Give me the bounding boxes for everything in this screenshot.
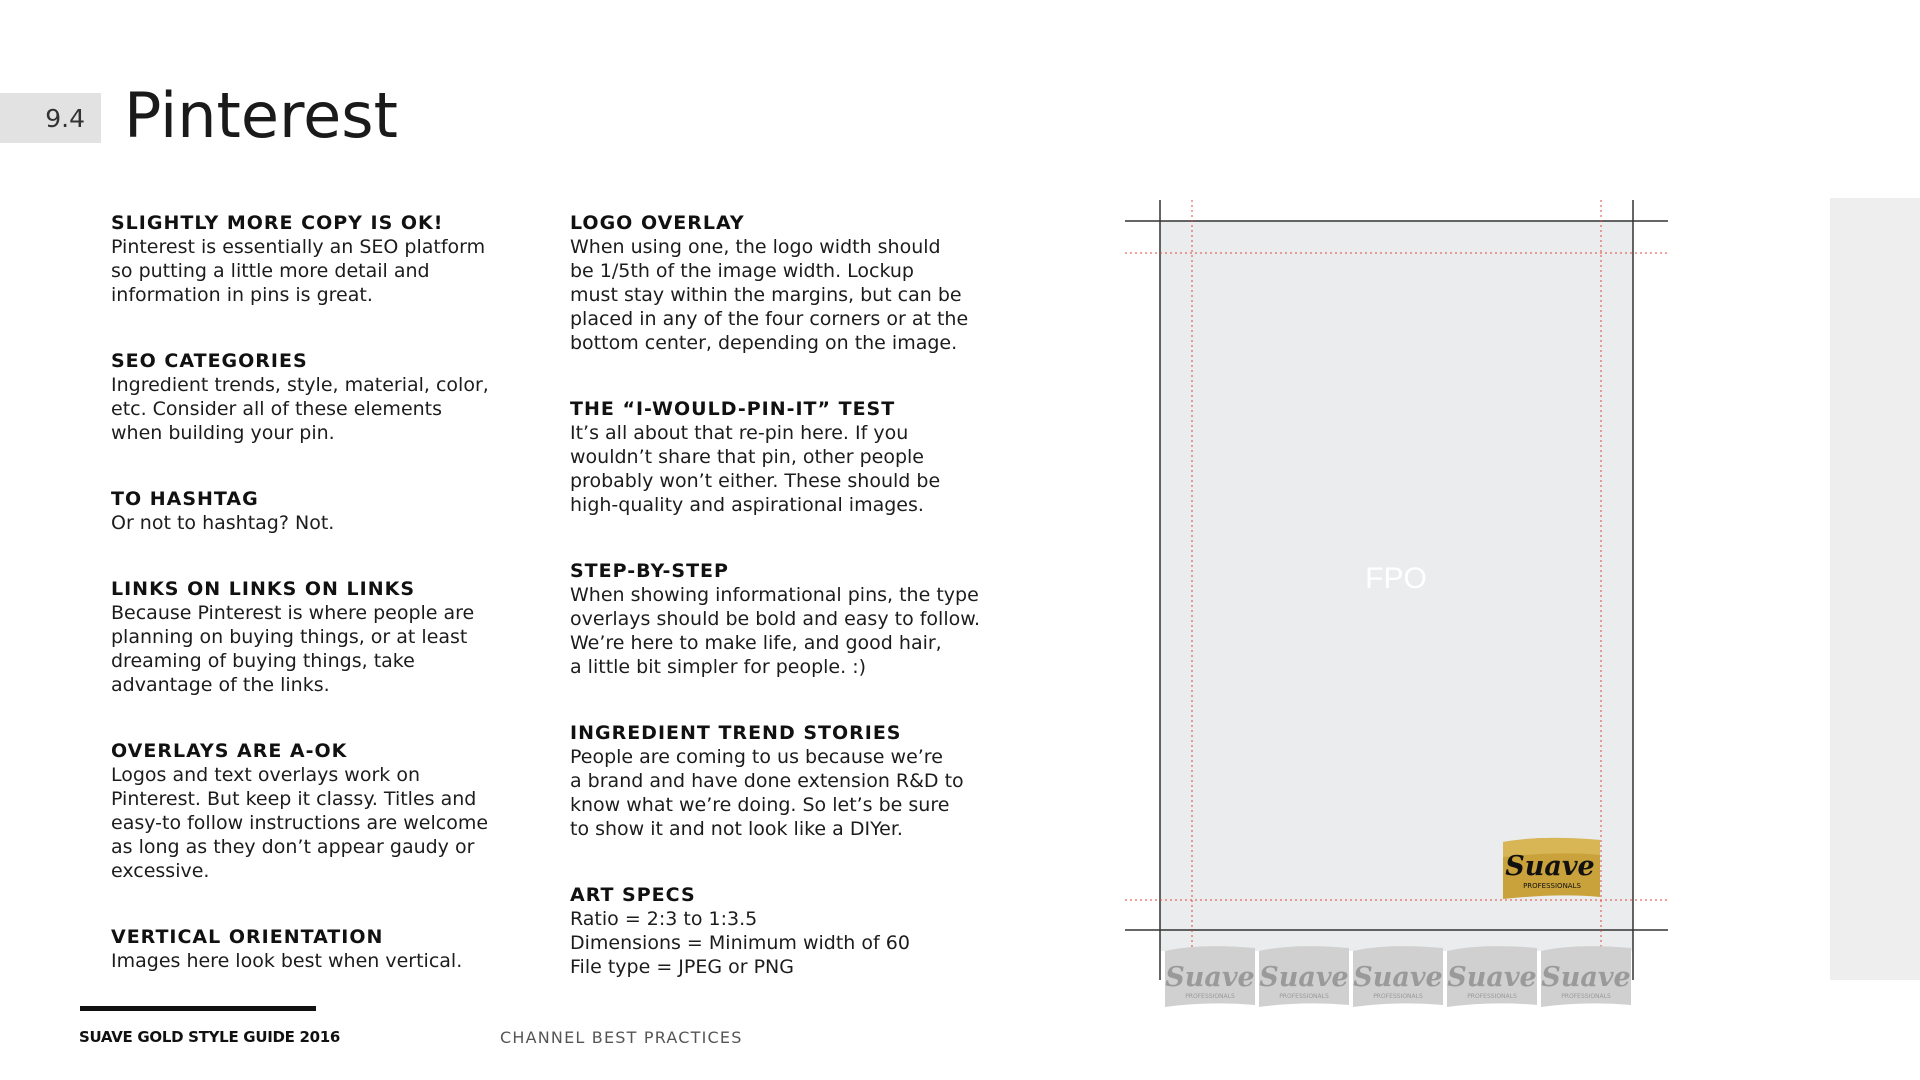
footer-guide-name: SUAVE GOLD STYLE GUIDE 2016 (79, 1028, 341, 1046)
tip-body: Or not to hashtag? Not. (111, 512, 335, 534)
tip-body: It’s all about that re-pin here. If you wouldn’t share that pin, other people probably won’t either. These should be high-quality and aspirational images. (570, 422, 941, 516)
logo-subtext: PROFESSIONALS (1523, 882, 1581, 890)
logo-subtext-gray: PROFESSIONALS (1373, 993, 1423, 1000)
tip-body: Images here look best when vertical. (111, 950, 463, 972)
tip-title: SLIGHTLY MORE COPY IS OK! (111, 212, 444, 234)
section-number: 9.4 (45, 103, 85, 133)
tip-body: When using one, the logo width should be 1/5th of the image width. Lockup must stay within the margins, but can be placed in any of the four corners or at the bottom center, depending on the image. (570, 236, 969, 354)
tip-body: Ingredient trends, style, material, color, etc. Consider all of these elements when building your pin. (111, 374, 489, 444)
tip-body: Pinterest is essentially an SEO platform so putting a little more detail and information in pins is great. (111, 236, 486, 306)
tip-block (570, 721, 1030, 841)
tip-block (111, 739, 541, 883)
pin-layout-diagram (1120, 195, 1680, 1019)
section-number-tab (0, 93, 101, 143)
tip-block (570, 883, 1030, 979)
copy-column-right (570, 211, 1030, 1021)
tip-block (570, 397, 1030, 517)
logo-subtext-gray: PROFESSIONALS (1561, 993, 1611, 1000)
tip-title: TO HASHTAG (111, 488, 259, 510)
tip-title: VERTICAL ORIENTATION (111, 926, 384, 948)
tip-title: LINKS ON LINKS ON LINKS (111, 578, 416, 600)
tip-body: Ratio = 2:3 to 1:3.5 Dimensions = Minimum width of 60 File type = JPEG or PNG (570, 908, 910, 978)
tip-block (111, 349, 541, 445)
page-title: Pinterest (124, 79, 398, 152)
tip-title: STEP-BY-STEP (570, 560, 729, 582)
footer-section-name: CHANNEL BEST PRACTICES (500, 1028, 743, 1047)
footer-rule (80, 1006, 316, 1011)
logo-subtext-gray: PROFESSIONALS (1185, 993, 1235, 1000)
logo-word: Suave (1505, 851, 1595, 882)
tip-title: ART SPECS (570, 884, 696, 906)
suave-logo-gold (1503, 838, 1600, 899)
suave-logo-gray (1541, 946, 1631, 1007)
logo-word-gray: Suave (1447, 962, 1537, 993)
logo-word-gray: Suave (1165, 962, 1255, 993)
tip-block (111, 577, 541, 697)
logo-subtext-gray: PROFESSIONALS (1279, 993, 1329, 1000)
logo-word-gray: Suave (1541, 962, 1631, 993)
tip-body: Logos and text overlays work on Pinterest. But keep it classy. Titles and easy-to follow instructions are welcome as long as they don’t appear gaudy or excessive. (111, 764, 489, 882)
tip-body: Because Pinterest is where people are planning on buying things, or at least dreaming of buying things, take advantage of the links. (111, 602, 475, 696)
fpo-label: FPO (1365, 562, 1427, 595)
tip-block (111, 211, 541, 307)
tip-block (111, 925, 541, 973)
tip-body: When showing informational pins, the type overlays should be bold and easy to follow. We’re here to make life, and good hair, a little bit simpler for people. :) (570, 584, 981, 678)
tip-body: People are coming to us because we’re a brand and have done extension R&D to know what we’re doing. So let’s be sure to show it and not look like a DIYer. (570, 746, 964, 840)
tip-block (570, 211, 1030, 355)
page-edge-strip (1830, 198, 1920, 980)
suave-logo-gray (1165, 946, 1255, 1007)
tip-title: SEO CATEGORIES (111, 350, 308, 372)
suave-logo-gray (1259, 946, 1349, 1007)
tip-title: OVERLAYS ARE A-OK (111, 740, 348, 762)
tip-title: LOGO OVERLAY (570, 212, 745, 234)
logo-word-gray: Suave (1353, 962, 1443, 993)
tip-title: THE “I-WOULD-PIN-IT” TEST (570, 398, 896, 420)
pin-layout-svg (1120, 195, 1680, 1015)
logo-subtext-gray: PROFESSIONALS (1467, 993, 1517, 1000)
tip-block (111, 487, 541, 535)
tip-title: INGREDIENT TREND STORIES (570, 722, 902, 744)
tip-block (570, 559, 1030, 679)
copy-column-left (111, 211, 541, 1015)
suave-logo-gray (1447, 946, 1537, 1007)
logo-word-gray: Suave (1259, 962, 1349, 993)
logo-width-strip (1165, 946, 1631, 1007)
suave-logo-gray (1353, 946, 1443, 1007)
